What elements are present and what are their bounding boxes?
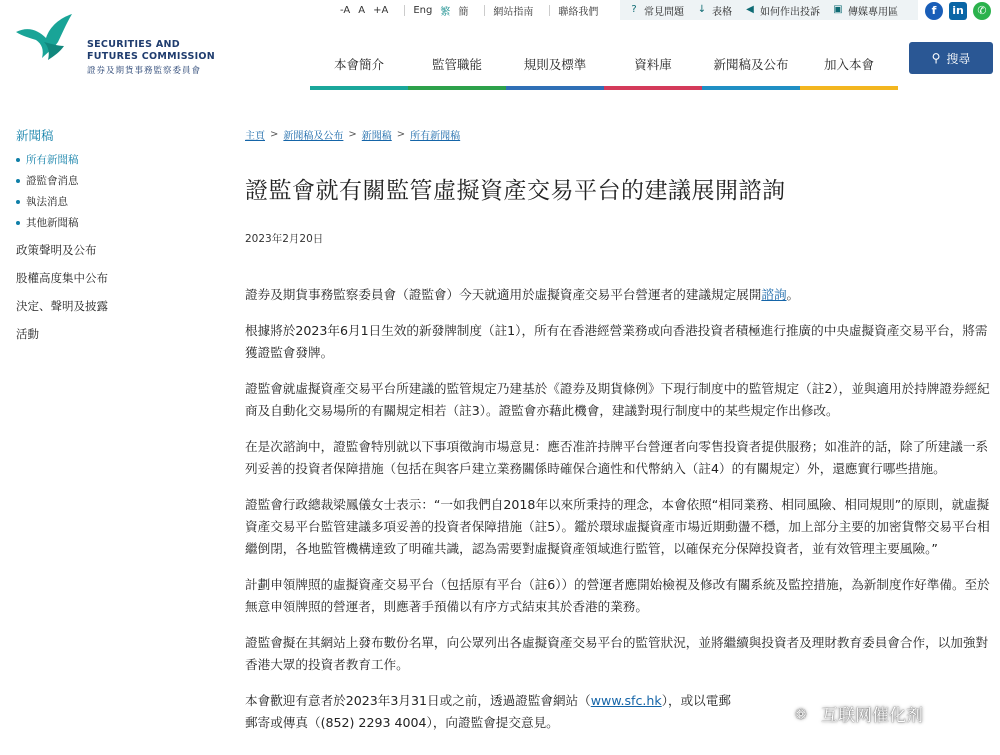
- page-title: 證監會就有關監管虛擬資產交易平台的建議展開諮詢: [245, 178, 786, 204]
- complaint-label: 如何作出投訴: [760, 6, 820, 18]
- paragraph: 在是次諮詢中，證監會特別就以下事項徵詢市場意見：應否准許持牌平台營運者向零售投資者提供服務；如准許的話，除了所建議一系列妥善的投資者保障措施（包括在與客戶建立業務關係時確保合適性和代幣納入（註4）的有關規定）外，還應實行哪些措施。: [245, 439, 989, 476]
- sidebar-item-high-shareholding[interactable]: 股權高度集中公布: [16, 271, 108, 285]
- breadcrumb-separator: >: [348, 129, 357, 140]
- eagle-logo-icon: [14, 12, 84, 64]
- divider: [484, 5, 485, 16]
- breadcrumb-news[interactable]: 新聞稿: [361, 131, 392, 142]
- breadcrumb-separator: >: [270, 129, 279, 140]
- social-links: [925, 2, 997, 20]
- sidebar-item-sfc-news[interactable]: [16, 173, 216, 188]
- main-navigation: [310, 55, 898, 90]
- media-link[interactable]: [832, 3, 898, 18]
- sidebar-item-other-news[interactable]: [16, 215, 216, 230]
- sidebar: [16, 126, 216, 342]
- nav-about[interactable]: 本會簡介: [310, 55, 408, 90]
- bullet-icon: [16, 179, 20, 183]
- watermark-text: 互联网催化剂: [821, 706, 923, 726]
- sidebar-item-decisions[interactable]: 決定、聲明及披露: [16, 299, 108, 313]
- sidebar-heading-news[interactable]: 新聞稿: [16, 128, 54, 143]
- sfc-logo[interactable]: [14, 12, 234, 76]
- forms-label: 表格: [712, 6, 732, 18]
- linkedin-icon[interactable]: in: [949, 2, 967, 20]
- sidebar-item-label: 所有新聞稿: [26, 154, 79, 166]
- watermark: [795, 701, 923, 726]
- logo-english-text: SECURITIES AND FUTURES COMMISSION: [87, 39, 216, 62]
- quick-links-bar: [620, 0, 918, 20]
- lang-simplified-link[interactable]: 簡: [458, 6, 469, 18]
- breadcrumb-all-news[interactable]: 所有新聞稿: [410, 131, 461, 142]
- font-normal-button[interactable]: A: [358, 4, 366, 16]
- paragraph: 本會歡迎有意者於2023年3月31日或之前，透過證監會網站（www.sfc.hk），或以電郵 郵寄或傳真（(852) 2293 4004），向證監會提交意見。: [245, 693, 731, 730]
- sidebar-item-label: 其他新聞稿: [26, 217, 79, 229]
- wechat-icon[interactable]: ✆: [973, 2, 991, 20]
- sidebar-item-policy-statements[interactable]: 政策聲明及公布: [16, 243, 97, 257]
- megaphone-icon: ◀: [746, 4, 754, 15]
- complaint-link[interactable]: [744, 3, 820, 18]
- paragraph: 根據將於2023年6月1日生效的新發牌制度（註1），所有在香港經營業務或向香港投資者積極進行推廣的中央虛擬資產交易平台，將需獲證監會發牌。: [245, 323, 988, 360]
- publish-date: 2023年2月20日: [245, 233, 324, 245]
- contact-us-link[interactable]: 聯絡我們: [558, 6, 599, 18]
- main-content: [245, 127, 990, 748]
- consultation-link[interactable]: 諮詢: [761, 287, 787, 302]
- nav-regulatory-functions[interactable]: 監管職能: [408, 55, 506, 90]
- font-decrease-button[interactable]: -A: [340, 4, 351, 16]
- faq-link[interactable]: [628, 3, 684, 18]
- breadcrumb-separator: >: [396, 129, 406, 140]
- font-increase-button[interactable]: +A: [373, 4, 389, 16]
- paragraph: 證券及期貨事務監察委員會（證監會）今天就適用於虛擬資產交易平台營運者的建議規定展開諮詢。: [245, 287, 800, 302]
- nav-careers[interactable]: 加入本會: [800, 55, 898, 90]
- utility-bar: [340, 0, 606, 20]
- sfc-website-link[interactable]: www.sfc.hk: [590, 693, 662, 708]
- nav-database[interactable]: 資料庫: [604, 55, 702, 90]
- paragraph: 計劃申領牌照的虛擬資產交易平台（包括原有平台（註6））的營運者應開始檢視及修改有關系統及監控措施，為新制度作好準備。至於無意申領牌照的營運者，則應著手預備以有序方式結束其於香港的業務。: [245, 577, 990, 614]
- bullet-icon: [16, 200, 20, 204]
- paragraph: 證監會行政總裁梁鳳儀女士表示：“一如我們自2018年以來所秉持的理念，本會依照“相同業務、相同風險、相同規則”的原則，就虛擬資產交易平台監管建議多項妥善的投資者保障措施（註5）。鑑於環球虛擬資產市場近期動盪不穩，加上部分主要的加密貨幣交易平台相繼倒閉，各地監管機構達致了明確共識，認為需要對虛擬資產領域進行監管，以確保充分保障投資者，並有效管理主要風險。”: [245, 497, 990, 556]
- nav-news-announcements[interactable]: 新聞稿及公布: [702, 55, 800, 90]
- media-label: 傳媒專用區: [848, 6, 898, 18]
- paragraph: 證監會就虛擬資產交易平台所建議的監管規定乃建基於《證券及期貨條例》下現行制度中的監管規定（註2），並與適用於持牌證券經紀商及自動化交易場所的有關規定相若（註3）。證監會亦藉此機會，建議對現行制度中的某些規定作出修改。: [245, 381, 990, 418]
- logo-chinese-text: 證券及期貨事務監察委員會: [87, 66, 202, 76]
- faq-label: 常見問題: [644, 6, 684, 18]
- search-label: 搜尋: [946, 51, 971, 66]
- sidebar-item-label: 執法消息: [26, 196, 68, 208]
- forms-link[interactable]: [696, 3, 732, 18]
- divider: [404, 5, 405, 16]
- nav-rules-standards[interactable]: 規則及標準: [506, 55, 604, 90]
- sitemap-link[interactable]: 網站指南: [493, 6, 534, 18]
- sidebar-item-enforcement-news[interactable]: [16, 194, 216, 209]
- wechat-watermark-icon: ❁: [795, 706, 807, 723]
- sidebar-item-events[interactable]: 活動: [16, 327, 39, 341]
- article-body: [245, 284, 990, 734]
- facebook-icon[interactable]: f: [925, 2, 943, 20]
- bullet-icon: [16, 158, 20, 162]
- sidebar-item-all-news[interactable]: [16, 152, 216, 167]
- breadcrumb: [245, 127, 990, 142]
- bullet-icon: [16, 221, 20, 225]
- divider: [549, 5, 550, 16]
- media-icon: ▣: [833, 4, 843, 15]
- breadcrumb-home[interactable]: 主頁: [245, 131, 265, 142]
- search-button[interactable]: [909, 42, 993, 74]
- paragraph: 證監會擬在其網站上發布數份名單，向公眾列出各虛擬資產交易平台的監管狀況，並將繼續與投資者及理財教育委員會合作，以加強對香港大眾的投資者教育工作。: [245, 635, 989, 672]
- download-icon: ↓: [697, 4, 707, 15]
- sidebar-item-label: 證監會消息: [26, 175, 79, 187]
- lang-traditional-link[interactable]: 繁: [440, 6, 451, 18]
- question-icon: ?: [631, 4, 637, 15]
- breadcrumb-news-announcements[interactable]: 新聞稿及公布: [283, 131, 344, 142]
- lang-english-link[interactable]: Eng: [413, 4, 433, 16]
- search-icon: ⚲: [931, 51, 941, 65]
